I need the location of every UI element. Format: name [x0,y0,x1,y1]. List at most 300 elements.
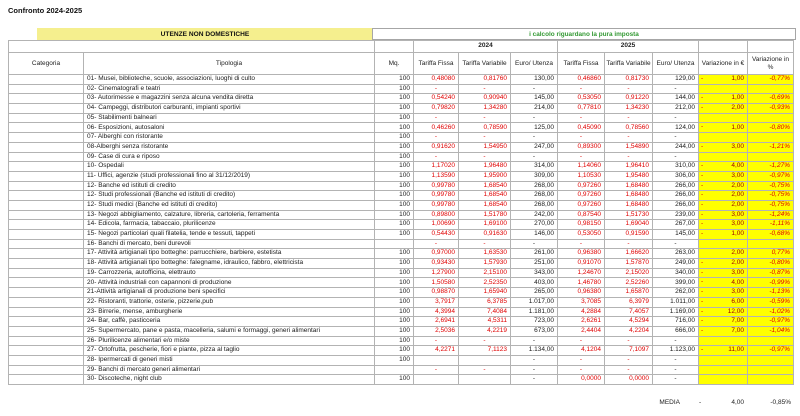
cell-euro-utenza-2025: - [653,113,699,123]
cell-euro-utenza-2024: - [511,133,558,143]
cell-variazione-pct: -0,68% [748,230,794,240]
cell-euro-utenza-2024: 270,00 [511,220,558,230]
media-variazione-pct: -0,85% [770,399,791,406]
cell-mq: 100 [375,152,414,162]
cell-tipologia: 05- Stabilimenti balneari [84,113,375,123]
table-row [9,268,794,278]
utenze-banner-label: UTENZE NON DOMESTICHE [160,30,250,38]
variazione-eur-value: 2,00 [731,201,744,209]
cell-categoria [9,123,84,133]
cell-categoria [9,297,84,307]
cell-euro-utenza-2025: 239,00 [653,210,699,220]
col-header-mq: Mq. [375,53,414,75]
cell-mq [375,365,414,375]
cell-tariffa-fissa-2025: 1,24670 [558,268,605,278]
cell-categoria [9,268,84,278]
cell-tariffa-variabile-2024: - [459,152,511,162]
cell-tariffa-fissa-2024: - [414,152,459,162]
cell-tipologia: 24- Bar, caffè, pasticceria [84,317,375,327]
cell-categoria [9,142,84,152]
cell-tariffa-fissa-2024: 1,50580 [414,278,459,288]
cell-variazione-eur [699,317,748,327]
cell-categoria [9,162,84,172]
cell-categoria [9,326,84,336]
cell-tariffa-fissa-2024: - [414,113,459,123]
cell-variazione-pct [748,152,794,162]
cell-variazione-eur [699,365,748,375]
year-header-var-pct-spacer [748,41,794,53]
table-row [9,210,794,220]
cell-euro-utenza-2024: 723,00 [511,317,558,327]
cell-mq: 100 [375,75,414,85]
table-row [9,355,794,365]
cell-categoria [9,288,84,298]
cell-tariffa-fissa-2025: 0,46860 [558,75,605,85]
cell-euro-utenza-2024: - [511,355,558,365]
cell-euro-utenza-2025: 244,00 [653,142,699,152]
cell-variazione-eur [699,249,748,259]
cell-mq: 100 [375,210,414,220]
negative-dash: - [701,259,704,267]
table-row [9,191,794,201]
cell-tariffa-variabile-2025: - [605,133,653,143]
cell-tipologia: 09- Case di cura e riposo [84,152,375,162]
table-row [9,171,794,181]
cell-variazione-eur [699,210,748,220]
cell-tariffa-variabile-2025: 7,4057 [605,307,653,317]
cell-variazione-pct: -0,80% [748,259,794,269]
cell-euro-utenza-2024: 125,00 [511,123,558,133]
cell-variazione-pct: -0,97% [748,346,794,356]
cell-variazione-eur [699,84,748,94]
cell-euro-utenza-2024: - [511,113,558,123]
variazione-eur-value: 7,00 [731,317,744,325]
cell-variazione-pct: -0,75% [748,191,794,201]
cell-tariffa-variabile-2024: 1,51780 [459,210,511,220]
cell-tipologia: 25- Supermercato, pane e pasta, macelleria, salumi e formaggi, generi alimentari [84,326,375,336]
cell-tariffa-variabile-2024: - [459,365,511,375]
cell-euro-utenza-2024: 214,00 [511,104,558,114]
cell-tariffa-variabile-2024 [459,355,511,365]
cell-variazione-eur [699,104,748,114]
cell-tariffa-fissa-2025: - [558,84,605,94]
media-variazione-eur: 4,00 [731,399,744,406]
cell-variazione-pct [748,365,794,375]
cell-tariffa-fissa-2025: 1,14060 [558,162,605,172]
variazione-eur-value: 1,00 [731,230,744,238]
cell-tariffa-fissa-2024: 3,7917 [414,297,459,307]
cell-euro-utenza-2025: 129,00 [653,75,699,85]
cell-tariffa-fissa-2024: 0,54430 [414,230,459,240]
cell-variazione-pct: -0,93% [748,104,794,114]
cell-variazione-eur [699,123,748,133]
cell-tariffa-fissa-2025: 1,46780 [558,278,605,288]
cell-mq: 100 [375,84,414,94]
cell-euro-utenza-2024: 343,00 [511,268,558,278]
cell-euro-utenza-2025: 1.123,00 [653,346,699,356]
col-header-tariffa-fissa-2025: Tariffa Fissa [558,53,605,75]
cell-euro-utenza-2025: - [653,336,699,346]
cell-categoria [9,230,84,240]
cell-tariffa-variabile-2025: 2,52260 [605,278,653,288]
cell-tariffa-fissa-2025: 0,97260 [558,200,605,210]
table-row [9,307,794,317]
cell-tariffa-fissa-2024: 1,13590 [414,171,459,181]
cell-variazione-eur [699,152,748,162]
cell-euro-utenza-2024: 247,00 [511,142,558,152]
cell-tariffa-fissa-2025: 2,4404 [558,326,605,336]
cell-categoria [9,375,84,385]
cell-mq: 100 [375,94,414,104]
cell-tariffa-variabile-2025: 1,69040 [605,220,653,230]
table-row [9,152,794,162]
cell-euro-utenza-2025: 262,00 [653,288,699,298]
cell-tariffa-variabile-2025: - [605,355,653,365]
cell-tariffa-fissa-2024: 0,46260 [414,123,459,133]
cell-variazione-pct: -0,75% [748,181,794,191]
cell-euro-utenza-2025: 716,00 [653,317,699,327]
variazione-eur-value: 3,00 [731,142,744,150]
cell-tariffa-variabile-2024: 4,5311 [459,317,511,327]
cell-euro-utenza-2025: 1.169,00 [653,307,699,317]
cell-tariffa-fissa-2024: - [414,133,459,143]
cell-categoria [9,249,84,259]
cell-euro-utenza-2024: 309,00 [511,171,558,181]
cell-tipologia: 12- Studi medici (Banche ed istituti di credito) [84,200,375,210]
cell-categoria [9,75,84,85]
table-row [9,259,794,269]
negative-dash: - [701,142,704,150]
cell-mq: 100 [375,326,414,336]
variazione-eur-value: 2,00 [731,191,744,199]
cell-mq: 100 [375,278,414,288]
cell-tipologia: 29- Banchi di mercato generi alimentari [84,365,375,375]
cell-tipologia: 30- Discoteche, night club [84,375,375,385]
cell-variazione-eur [699,113,748,123]
negative-dash: - [701,230,704,237]
year-header-spacer [9,41,375,53]
cell-tipologia: 18- Attività artigianali tipo botteghe: falegname, idraulico, fabbro, elettricista [84,259,375,269]
cell-tariffa-fissa-2024: 0,89800 [414,210,459,220]
variazione-eur-value: 3,00 [731,268,744,276]
cell-tariffa-variabile-2025: 1,95480 [605,171,653,181]
variazione-eur-value: 1,00 [731,94,744,102]
cell-tariffa-fissa-2024: 1,27900 [414,268,459,278]
table-row [9,326,794,336]
cell-tipologia: 03- Autorimesse e magazzini senza alcuna vendita diretta [84,94,375,104]
cell-tariffa-fissa-2025: 0,96380 [558,288,605,298]
cell-euro-utenza-2025: 144,00 [653,94,699,104]
cell-tariffa-fissa-2025: - [558,355,605,365]
cell-tariffa-fissa-2025: 3,7085 [558,297,605,307]
variazione-eur-value: 3,00 [731,210,744,218]
cell-euro-utenza-2025: 310,00 [653,162,699,172]
negative-dash: - [701,104,704,112]
negative-dash: - [701,288,704,296]
variazione-eur-value: 2,00 [731,181,744,189]
cell-variazione-pct: -0,97% [748,317,794,327]
cell-euro-utenza-2025: - [653,133,699,143]
cell-tipologia: 15- Negozi particolari quali filatelia, tende e tessuti, tappeti [84,230,375,240]
cell-tariffa-fissa-2024: 0,93430 [414,259,459,269]
cell-tariffa-variabile-2024: 1,65940 [459,288,511,298]
cell-tariffa-variabile-2025: 1,65870 [605,288,653,298]
cell-tariffa-fissa-2024: 0,54240 [414,94,459,104]
cell-tariffa-variabile-2024: 0,90940 [459,94,511,104]
cell-euro-utenza-2024: 265,00 [511,288,558,298]
cell-tariffa-fissa-2024: 1,17020 [414,162,459,172]
col-header-tariffa-variabile-2024: Tariffa Variabile [459,53,511,75]
cell-mq: 100 [375,317,414,327]
cell-mq: 100 [375,307,414,317]
cell-tariffa-variabile-2024: 6,3785 [459,297,511,307]
cell-tariffa-fissa-2024: 4,3994 [414,307,459,317]
cell-tariffa-variabile-2025: 2,15020 [605,268,653,278]
negative-dash: - [701,94,704,102]
cell-categoria [9,200,84,210]
cell-categoria [9,259,84,269]
cell-euro-utenza-2024: - [511,84,558,94]
cell-mq [375,239,414,249]
cell-tariffa-variabile-2025: 7,1097 [605,346,653,356]
cell-tipologia: 06- Esposizioni, autosaloni [84,123,375,133]
cell-euro-utenza-2024: - [511,365,558,375]
cell-tariffa-variabile-2025: - [605,84,653,94]
col-header-euro-utenza-2025: Euro/ Utenza [653,53,699,75]
table-row [9,288,794,298]
cell-categoria [9,307,84,317]
cell-variazione-pct [748,355,794,365]
cell-categoria [9,355,84,365]
cell-tariffa-fissa-2025: 1,10530 [558,171,605,181]
cell-variazione-pct: -1,21% [748,142,794,152]
cell-tariffa-variabile-2025: 1,96410 [605,162,653,172]
cell-categoria [9,210,84,220]
col-header-euro-utenza-2024: Euro/ Utenza [511,53,558,75]
cell-tipologia: 26- Plurilicenze alimentari e/o miste [84,336,375,346]
cell-variazione-pct [748,113,794,123]
cell-variazione-pct: -1,27% [748,162,794,172]
cell-tariffa-variabile-2025: 0,91590 [605,230,653,240]
utenze-non-domestiche-banner [37,28,373,40]
table-row [9,249,794,259]
negative-dash: - [701,210,704,218]
cell-tariffa-variabile-2024: 1,54950 [459,142,511,152]
negative-dash: - [701,346,704,354]
col-header-variazione-eur: Variazione in € [699,53,748,75]
cell-tariffa-variabile-2025: 1,57870 [605,259,653,269]
cell-tariffa-fissa-2025: 0,87540 [558,210,605,220]
cell-tipologia: 21-Attività artigianali di produzione beni specifici [84,288,375,298]
negative-dash: - [701,297,704,305]
cell-euro-utenza-2024: 268,00 [511,200,558,210]
negative-dash: - [701,75,704,82]
table-row [9,84,794,94]
cell-tariffa-variabile-2025: 0,81730 [605,75,653,85]
cell-tariffa-fissa-2025: 4,1204 [558,346,605,356]
cell-euro-utenza-2025: 266,00 [653,200,699,210]
cell-euro-utenza-2024: 268,00 [511,191,558,201]
cell-variazione-eur [699,200,748,210]
cell-tipologia: 27- Ortofrutta, pescherie, fiori e piante, pizza al taglio [84,346,375,356]
negative-dash: - [701,317,704,325]
cell-tariffa-variabile-2025: 1,51730 [605,210,653,220]
cell-variazione-pct: -0,97% [748,171,794,181]
cell-euro-utenza-2024: 403,00 [511,278,558,288]
cell-tariffa-fissa-2024: 2,6941 [414,317,459,327]
cell-tariffa-variabile-2024 [459,375,511,385]
cell-tariffa-variabile-2025: - [605,152,653,162]
cell-categoria [9,346,84,356]
cell-mq: 100 [375,355,414,365]
cell-tipologia: 08-Alberghi senza ristorante [84,142,375,152]
cell-tariffa-fissa-2024: 0,98870 [414,288,459,298]
table-row [9,75,794,85]
cell-variazione-eur [699,181,748,191]
cell-categoria [9,94,84,104]
cell-tipologia: 17- Attività artigianali tipo botteghe: parrucchiere, barbiere, estetista [84,249,375,259]
col-header-variazione-pct: Variazione in % [748,53,794,75]
cell-euro-utenza-2025: - [653,375,699,385]
variazione-eur-value: 6,00 [731,297,744,305]
cell-tariffa-fissa-2024: - [414,239,459,249]
cell-variazione-pct: -1,11% [748,220,794,230]
cell-categoria [9,191,84,201]
table-row [9,375,794,385]
table-row [9,162,794,172]
cell-tariffa-variabile-2025: - [605,113,653,123]
cell-categoria [9,181,84,191]
cell-categoria [9,133,84,143]
cell-euro-utenza-2025: 666,00 [653,326,699,336]
col-header-tariffa-fissa-2024: Tariffa Fissa [414,53,459,75]
cell-tariffa-variabile-2025: - [605,365,653,375]
cell-tariffa-variabile-2024: - [459,84,511,94]
cell-variazione-eur [699,355,748,365]
cell-euro-utenza-2024: - [511,336,558,346]
cell-variazione-pct [748,84,794,94]
cell-tipologia: 12- Studi professionali (Banche ed istituti di credito) [84,191,375,201]
cell-euro-utenza-2025: - [653,152,699,162]
cell-variazione-eur [699,307,748,317]
variazione-eur-value: 4,00 [731,278,744,286]
col-header-categoria: Categoria [9,53,84,75]
cell-tariffa-fissa-2024: 4,2271 [414,346,459,356]
cell-variazione-pct: -0,99% [748,278,794,288]
cell-tariffa-variabile-2024: 4,2219 [459,326,511,336]
cell-euro-utenza-2024: 130,00 [511,75,558,85]
negative-dash: - [701,278,704,286]
cell-tariffa-fissa-2024 [414,355,459,365]
cell-variazione-eur [699,278,748,288]
variazione-eur-value: 4,00 [731,162,744,170]
cell-tariffa-fissa-2024: 0,97000 [414,249,459,259]
cell-tariffa-fissa-2025: 0,97260 [558,191,605,201]
cell-euro-utenza-2024: - [511,239,558,249]
cell-variazione-eur [699,133,748,143]
cell-tariffa-fissa-2025: 0,53050 [558,230,605,240]
cell-mq: 100 [375,162,414,172]
cell-categoria [9,84,84,94]
cell-mq: 100 [375,200,414,210]
table-row [9,336,794,346]
cell-tariffa-variabile-2025: 6,3979 [605,297,653,307]
cell-tipologia: 13- Negozi abbigliamento, calzature, libreria, cartoleria, ferramenta [84,210,375,220]
cell-variazione-pct: -0,59% [748,297,794,307]
cell-variazione-pct: -1,13% [748,288,794,298]
cell-tariffa-variabile-2025: - [605,336,653,346]
negative-dash: - [701,326,704,334]
cell-euro-utenza-2025: 340,00 [653,268,699,278]
cell-tariffa-variabile-2025: 1,34230 [605,104,653,114]
cell-euro-utenza-2025: 267,00 [653,220,699,230]
negative-dash: - [701,171,704,179]
cell-tipologia: 22- Ristoranti, trattorie, osterie, pizzerie,pub [84,297,375,307]
cell-tariffa-variabile-2025: 0,78560 [605,123,653,133]
cell-tariffa-fissa-2025: - [558,336,605,346]
cell-mq: 100 [375,104,414,114]
cell-mq: 100 [375,288,414,298]
negative-dash: - [701,200,704,208]
cell-euro-utenza-2024: 145,00 [511,94,558,104]
cell-tariffa-variabile-2024: 1,95900 [459,171,511,181]
table-row [9,104,794,114]
variazione-eur-value: 7,00 [731,326,744,334]
cell-euro-utenza-2024: 146,00 [511,230,558,240]
cell-euro-utenza-2025: 306,00 [653,171,699,181]
cell-tariffa-fissa-2024: 0,48080 [414,75,459,85]
cell-mq: 100 [375,336,414,346]
cell-tariffa-fissa-2025: - [558,133,605,143]
cell-tariffa-fissa-2025: 0,53050 [558,94,605,104]
cell-variazione-pct: 0,77% [748,249,794,259]
cell-variazione-pct: -1,24% [748,210,794,220]
cell-tariffa-variabile-2024: 7,1123 [459,346,511,356]
cell-tariffa-variabile-2024: 1,96480 [459,162,511,172]
cell-variazione-eur [699,239,748,249]
cell-tariffa-variabile-2025: - [605,239,653,249]
cell-categoria [9,239,84,249]
cell-categoria [9,220,84,230]
cell-euro-utenza-2024: 242,00 [511,210,558,220]
cell-tariffa-variabile-2024: 0,81760 [459,75,511,85]
cell-tariffa-variabile-2024: 1,68540 [459,181,511,191]
cell-tariffa-fissa-2025: 0,0000 [558,375,605,385]
cell-euro-utenza-2025: 145,00 [653,230,699,240]
cell-variazione-eur [699,346,748,356]
year-2025-header: 2025 [558,41,699,53]
cell-variazione-eur [699,171,748,181]
cell-euro-utenza-2025: - [653,84,699,94]
cell-tariffa-variabile-2024: 1,34280 [459,104,511,114]
cell-variazione-eur [699,259,748,269]
cell-tariffa-variabile-2024: 1,69100 [459,220,511,230]
cell-euro-utenza-2025: 1.011,00 [653,297,699,307]
cell-euro-utenza-2025: 266,00 [653,191,699,201]
table-row [9,142,794,152]
cell-variazione-pct: -0,80% [748,123,794,133]
table-row [9,113,794,123]
cell-tipologia: 01- Musei, biblioteche, scuole, associazioni, luoghi di culto [84,75,375,85]
cell-variazione-pct: -0,75% [748,200,794,210]
variazione-eur-value: 12,00 [727,307,744,315]
year-header-mq-spacer [375,41,414,53]
cell-variazione-eur [699,191,748,201]
cell-variazione-pct [748,336,794,346]
cell-euro-utenza-2025: 249,00 [653,259,699,269]
cell-tariffa-variabile-2024: 1,68540 [459,200,511,210]
cell-variazione-pct [748,375,794,385]
